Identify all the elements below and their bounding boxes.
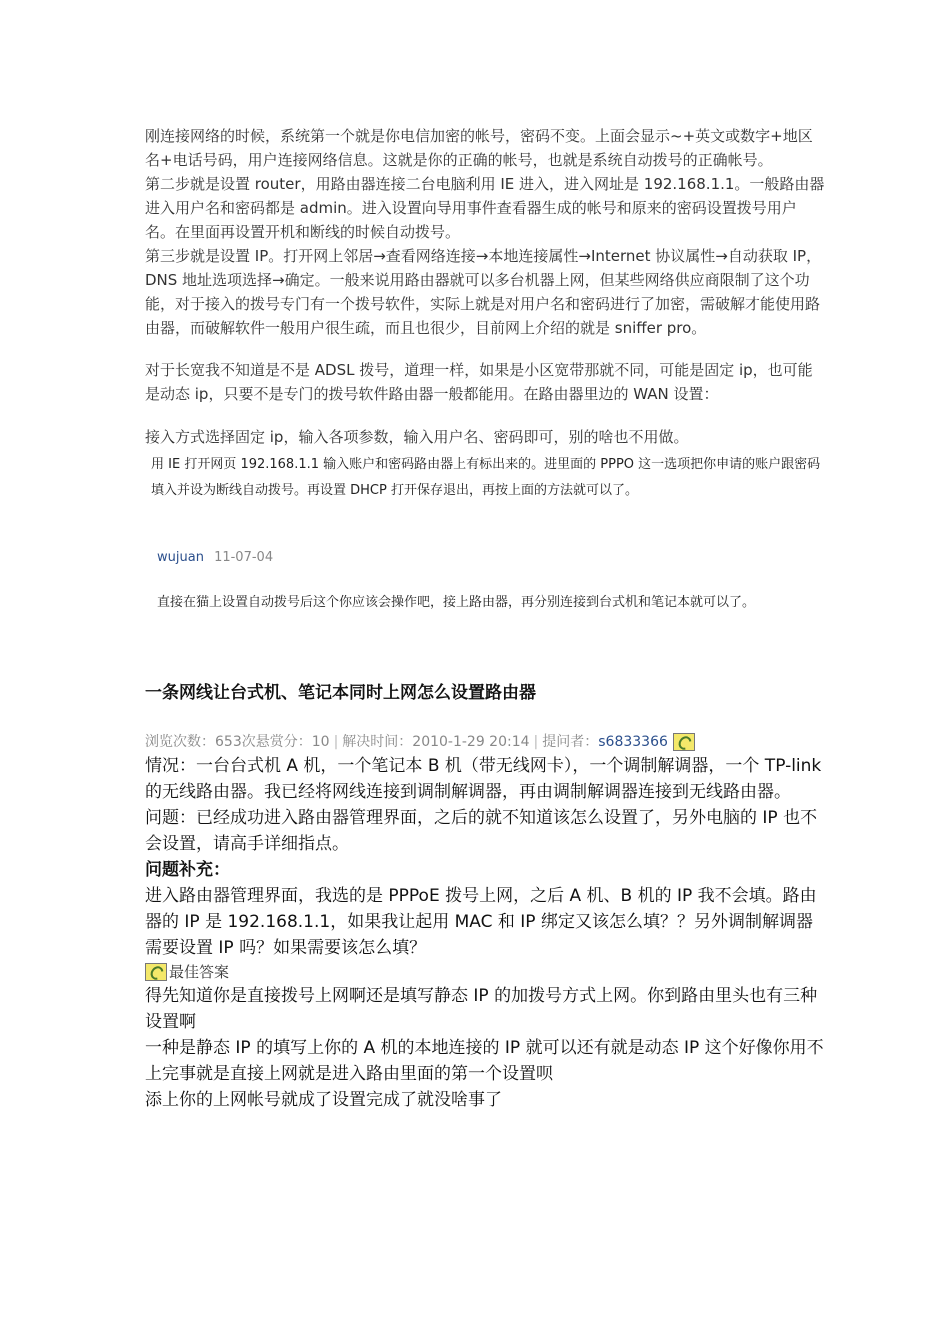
answer-line: 一种是静态 IP 的填写上你的 A 机的本地连接的 IP 就可以还有就是动态 IP 这个好像你用不上完事就是直接上网就是进入路由里面的第一个设置呗	[145, 1038, 824, 1084]
spacer	[145, 340, 825, 358]
solved-label: 解决时间：	[342, 734, 413, 750]
views-label: 浏览次数：	[145, 734, 215, 750]
views-count: 653	[215, 734, 242, 750]
reply-meta	[157, 550, 825, 565]
question-body-situation: 情况：一台台式机 A 机，一个笔记本 B 机（带无线网卡），一个调制解调器，一个 TP-link 的无线路由器。我已经将网线连接到调制解调器，再由调制解调器连接到无线路由器。	[145, 756, 822, 802]
best-answer-label: 最佳答案	[169, 963, 230, 981]
best-answer-heading	[145, 961, 825, 983]
reply-user-link[interactable]: wujuan	[157, 550, 204, 565]
question-body-problem: 问题：已经成功进入路由器管理界面，之后的就不知道该怎么设置了，另外电脑的 IP 也不会设置，请高手详细指点。	[145, 808, 818, 854]
user-level-icon	[673, 733, 695, 751]
supplement-title: 问题补充：	[145, 860, 230, 880]
question-meta	[145, 731, 825, 753]
asker-label: 提问者：	[542, 734, 599, 750]
asker-link[interactable]: s6833366	[598, 734, 668, 750]
answer-line: 得先知道你是直接拨号上网啊还是填写静态 IP 的加拨号方式上网。你到路由里头也有三种设置啊	[145, 986, 818, 1032]
paragraph-account: 刚连接网络的时候，系统第一个就是你电信加密的帐号，密码不变。上面会显示~+英文或数字+地区名+电话号码，用户连接网络信息。这就是你的正确的帐号，也就是系统自动拨号的正确帐号。	[145, 127, 813, 169]
question-title[interactable]: 一条网线让台式机、笔记本同时上网怎么设置路由器	[145, 683, 536, 703]
paragraph-fixed-ip: 接入方式选择固定 ip，输入各项参数，输入用户名、密码即可，别的啥也不用做。	[145, 428, 689, 446]
solved-time: 2010-1-29 20:14	[412, 734, 530, 750]
reward-label: 次悬赏分：	[241, 734, 312, 750]
paragraph-step-two: 第二步就是设置 router，用路由器连接二台电脑利用 IE 进入，进入网址是 192.168.1.1。一般路由器进入用户名和密码都是 admin。进入设置向导用事件查看器生成的帐号和原来的密码设置拨号用户名。在里面再设置开机和断线的时候自动拨号。	[145, 175, 825, 241]
reward-value: 10	[311, 734, 330, 750]
paragraph-adsl: 对于长宽我不知道是不是 ADSL 拨号，道理一样，如果是小区宽带那就不同，可能是固定 ip，也可能是动态 ip，只要不是专门的拨号软件路由器一般都能用。在路由器里边的 WAN 设置：	[145, 361, 813, 403]
paragraph-step-three: 第三步就是设置 IP。打开网上邻居→查看网络连接→本地连接属性→Internet 协议属性→自动获取 IP，DNS 地址选项选择→确定。一般来说用路由器就可以多台机器上网，但某些网络供应商限制了这个功能，对于接入的拨号专门有一个拨号软件，实际上就是对用户名和密码进行了加密，需破解才能使用路由器，而破解软件一般用户很生疏，而且也很少，目前网上介绍的就是 sniffer pro。	[145, 247, 822, 337]
meta-separator: |	[533, 734, 539, 750]
best-answer-icon	[145, 963, 167, 981]
reply-date: 11-07-04	[214, 550, 274, 565]
paragraph-ie-router: 用 IE 打开网页 192.168.1.1 输入账户和密码路由器上有标出来的。进里面的 PPPO 这一选项把你申请的账户跟密码填入并设为断线自动拨号。再设置 DHCP 打开保存退出，再按上面的方法就可以了。	[151, 457, 821, 498]
document-page	[145, 124, 825, 1113]
answer-line: 添上你的上网帐号就成了设置完成了就没啥事了	[145, 1090, 502, 1110]
reply-text: 直接在猫上设置自动拨号后这个你应该会操作吧，接上路由器，再分别连接到台式机和笔记本就可以了。	[157, 595, 756, 610]
supplement-text: 进入路由器管理界面，我选的是 PPPoE 拨号上网，之后 A 机、B 机的 IP 我不会填。路由器的 IP 是 192.168.1.1，如果我让起用 MAC 和 IP 绑定又该怎么填？？另外调制解调器需要设置 IP 吗？如果需要该怎么填？	[145, 886, 817, 958]
meta-separator: |	[333, 734, 339, 750]
